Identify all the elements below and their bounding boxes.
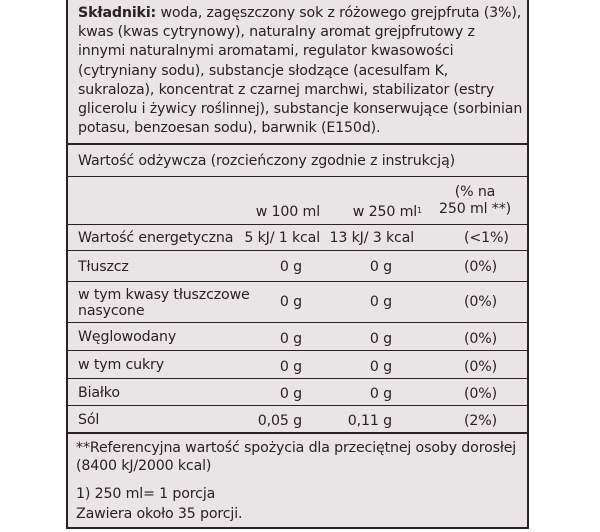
divider bbox=[68, 432, 527, 434]
divider bbox=[68, 322, 527, 323]
row-carbs-name: Węglowodany bbox=[78, 329, 177, 345]
row-energy-v250: 13 kJ/ 3 kcal bbox=[329, 230, 414, 246]
row-protein-v250: 0 g bbox=[369, 386, 392, 402]
row-fat-name: Tłuszcz bbox=[78, 259, 129, 275]
footnote-ri-1: **Referencyjna wartość spożycia dla przeciętnej osoby dorosłej bbox=[76, 440, 517, 456]
col-ri-header-1: (% na bbox=[454, 184, 496, 200]
row-salt-v250: 0,11 g bbox=[347, 413, 392, 429]
nutrition-label bbox=[66, 0, 529, 529]
row-satfat-ri: (0%) bbox=[464, 294, 497, 310]
ingredients-label: Składniki: bbox=[78, 5, 157, 21]
row-satfat-name-1: w tym kwasy tłuszczowe bbox=[78, 287, 250, 303]
row-protein-ri: (0%) bbox=[464, 386, 497, 402]
col-per100-header: w 100 ml bbox=[255, 204, 320, 220]
row-carbs-v250: 0 g bbox=[369, 331, 392, 347]
divider bbox=[68, 143, 527, 145]
divider bbox=[68, 405, 527, 406]
divider bbox=[68, 250, 527, 251]
row-sugars-name: w tym cukry bbox=[78, 357, 164, 373]
row-fat-v100: 0 g bbox=[279, 259, 302, 275]
row-salt-name: Sól bbox=[78, 412, 100, 428]
divider bbox=[68, 176, 527, 177]
divider bbox=[68, 281, 527, 282]
row-protein-v100: 0 g bbox=[279, 386, 302, 402]
row-satfat-v250: 0 g bbox=[369, 294, 392, 310]
row-energy-v100: 5 kJ/ 1 kcal bbox=[244, 230, 320, 246]
ingredients-text bbox=[78, 4, 523, 138]
table-title: Wartość odżywcza (rozcieńczony zgodnie z instrukcją) bbox=[78, 153, 456, 169]
col-ri-header-2: 250 ml **) bbox=[438, 201, 512, 217]
footnote-portion: 1) 250 ml= 1 porcja bbox=[76, 486, 216, 502]
row-fat-ri: (0%) bbox=[464, 259, 497, 275]
row-sugars-v100: 0 g bbox=[279, 359, 302, 375]
row-satfat-name-2: nasycone bbox=[78, 303, 145, 319]
row-sugars-v250: 0 g bbox=[369, 359, 392, 375]
row-salt-v100: 0,05 g bbox=[257, 413, 302, 429]
row-sugars-ri: (0%) bbox=[464, 359, 497, 375]
footnote-servings: Zawiera około 35 porcji. bbox=[76, 506, 243, 522]
divider bbox=[68, 350, 527, 351]
footnote-ri-2: (8400 kJ/2000 kcal) bbox=[76, 458, 212, 474]
row-salt-ri: (2%) bbox=[464, 413, 497, 429]
row-carbs-v100: 0 g bbox=[279, 331, 302, 347]
row-energy-ri: (<1%) bbox=[464, 230, 509, 246]
row-carbs-ri: (0%) bbox=[464, 331, 497, 347]
row-energy-name: Wartość energetyczna bbox=[78, 230, 234, 246]
row-satfat-v100: 0 g bbox=[279, 294, 302, 310]
ingredients-list: woda, zagęszczony sok z różowego grejpfruta (3%), kwas (kwas cytrynowy), naturalny aromat grejpfrutowy z innymi naturalnymi aromatami, regulator kwasowości (cytryniany sodu), substancje słodzące (acesulfam K, sukraloza), koncentrat z czarnej marchwi, stabilizator (estry glicerolu i żywicy roślinnej), substancje konserwujące (sorbinian potasu, benzoesan sodu), barwnik (E150d). bbox=[78, 5, 523, 137]
row-protein-name: Białko bbox=[78, 385, 120, 401]
divider bbox=[68, 224, 527, 225]
divider bbox=[68, 378, 527, 379]
col-per250-header: w 250 $ml^1$ bbox=[352, 204, 422, 220]
row-fat-v250: 0 g bbox=[369, 259, 392, 275]
